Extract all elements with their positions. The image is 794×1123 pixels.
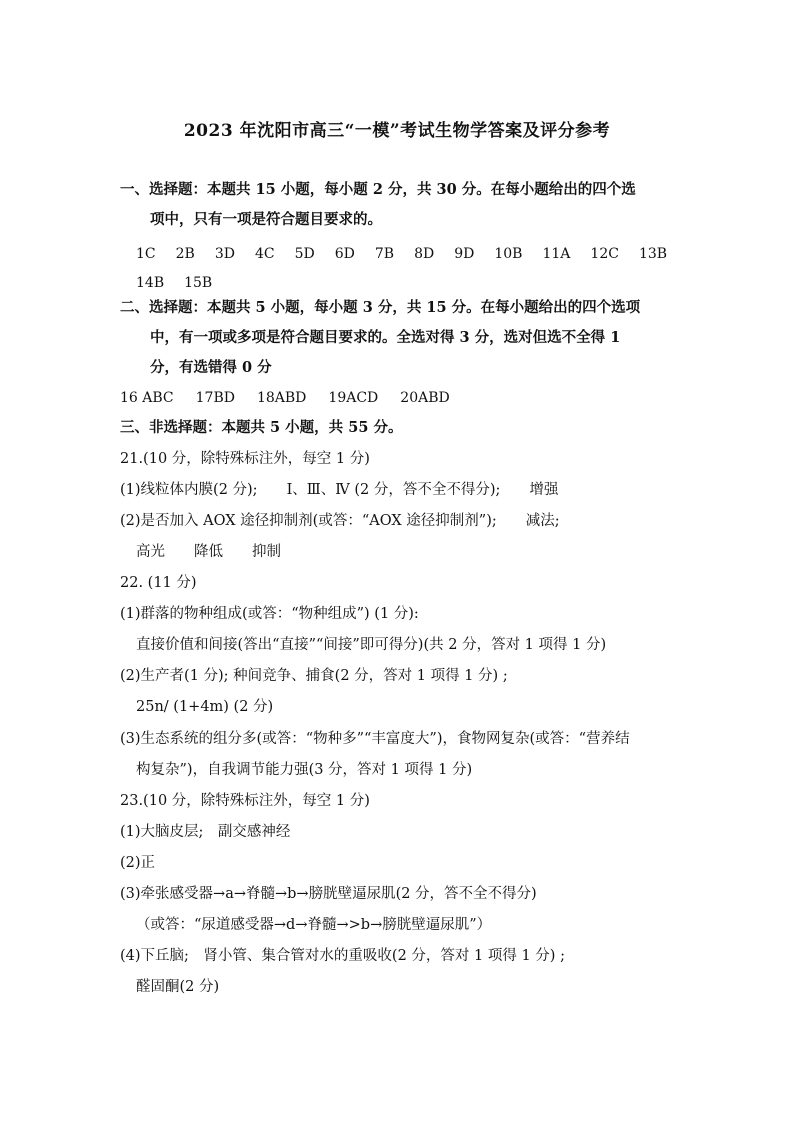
answer-item: 7B — [374, 246, 395, 262]
q22-line1: (1)群落的物种组成(或答：“物种组成”) (1 分): — [120, 606, 419, 622]
answer-item: 19ACD — [328, 390, 379, 406]
answer-item: 9D — [454, 246, 475, 262]
answer-item: 5D — [294, 246, 315, 262]
answer-item: 20ABD — [400, 390, 450, 406]
q23-line5: (4)下丘脑; 肾小管、集合管对水的重吸收(2 分，答对 1 项得 1 分) ; — [120, 948, 565, 964]
answer-item: 17BD — [195, 390, 235, 406]
answer-item: 12C — [590, 246, 619, 262]
answer-item: 18ABD — [256, 390, 307, 406]
answer-item: 15B — [184, 275, 213, 291]
q21-line2: (2)是否加入 AOX 途径抑制剂(或答：“AOX 途径抑制剂”); 减法; — [120, 513, 560, 529]
q23-header: 23.(10 分，除特殊标注外，每空 1 分) — [120, 793, 370, 809]
section2-answers — [120, 388, 472, 408]
q22-line5: (3)生态系统的组分多(或答：“物种多”“丰富度大”)，食物网复杂(或答：“营养结 — [120, 731, 630, 747]
answer-item: 11A — [542, 246, 571, 262]
section2-heading-line1: 二、选择题：本题共 5 小题，每小题 3 分，共 15 分。在每小题给出的四个选项 — [120, 299, 641, 316]
answer-item: 14B — [136, 275, 165, 291]
q22-line3: (2)生产者(1 分); 种间竞争、捕食(2 分，答对 1 项得 1 分) ; — [120, 668, 508, 684]
answer-item: 4C — [254, 246, 275, 262]
q22-header: 22. (11 分) — [120, 575, 197, 591]
q22-line6: 构复杂”)，自我调节能力强(3 分，答对 1 项得 1 分) — [136, 762, 473, 778]
answer-item: 16 ABC — [120, 390, 174, 406]
answer-item: 2B — [175, 246, 195, 262]
q21-line1: (1)线粒体内膜(2 分); Ⅰ、Ⅲ、Ⅳ (2 分，答不全不得分); 增强 — [120, 482, 559, 498]
section1-heading-line2: 项中，只有一项是符合题目要求的。 — [150, 211, 382, 228]
q22-line4: 25n/ (1+4m) (2 分) — [136, 699, 274, 715]
section1-answers — [136, 240, 696, 298]
answer-item: 8D — [414, 246, 435, 262]
q22-line2: 直接价值和间接(答出“直接”“间接”即可得分)(共 2 分，答对 1 项得 1 分) — [136, 637, 607, 653]
section2-heading-line3: 分，有选错得 0 分 — [150, 359, 272, 376]
q23-line4: （或答：“尿道感受器→d→脊髓→>b→膀胱壁逼尿肌”） — [136, 917, 492, 933]
answer-item: 6D — [334, 246, 355, 262]
q23-line6: 醛固酮(2 分) — [136, 979, 220, 995]
page-title: 2023 年沈阳市高三“一模”考试生物学答案及评分参考 — [183, 121, 611, 141]
section2-heading-line2: 中，有一项或多项是符合题目要求的。全选对得 3 分，选对但选不全得 1 — [150, 329, 621, 346]
q23-line3: (3)牵张感受器→a→脊髓→b→膀胱壁逼尿肌(2 分，答不全不得分) — [120, 886, 537, 902]
q21-line3: 高光 降低 抑制 — [136, 544, 281, 560]
answer-item: 10B — [494, 246, 523, 262]
answer-item: 1C — [136, 246, 156, 262]
answer-item: 3D — [214, 246, 235, 262]
q23-line2: (2)正 — [120, 855, 156, 871]
q21-header: 21.(10 分，除特殊标注外，每空 1 分) — [120, 451, 370, 467]
section3-heading: 三、非选择题：本题共 5 小题，共 55 分。 — [120, 419, 403, 436]
section1-heading-line1: 一、选择题：本题共 15 小题，每小题 2 分，共 30 分。在每小题给出的四个选 — [120, 181, 636, 198]
answer-item: 13B — [638, 246, 668, 262]
q23-line1: (1)大脑皮层; 副交感神经 — [120, 824, 291, 840]
